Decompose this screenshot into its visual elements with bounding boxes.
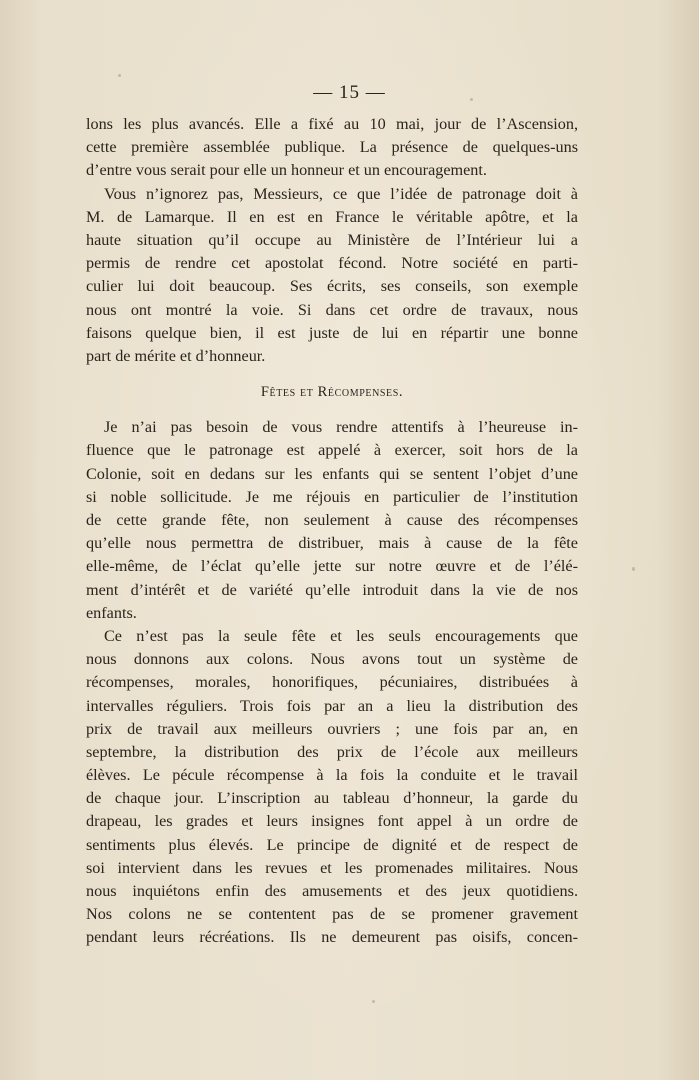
paragraph [86,183,578,369]
text-line: qu’elle nous permettra de distribuer, mais à cause de la fête [86,534,578,553]
section-heading: Fêtes et Récompenses. [260,384,404,401]
text-line: permis de rendre cet apostolat fécond. Notre société en parti- [86,254,578,273]
text-line: pendant leurs récréations. Ils ne demeurent pas oisifs, concen- [86,928,578,947]
page-number: — 15 — [313,82,386,103]
text-line: septembre, la distribution des prix de l’école aux meilleurs [86,742,578,761]
text-line: elle-même, de l’éclat qu’elle jette sur notre œuvre et de l’élé- [86,557,578,576]
text-line: récompenses, morales, honorifiques, pécuniaires, distribuées à [86,673,578,692]
text-line: sentiments plus élevés. Le principe de dignité et de respect de [86,835,578,854]
text-line: de cette grande fête, non seulement à cause des récompenses [86,511,578,529]
text-line: fluence que le patronage est appelé à exercer, soit hors de la [86,441,578,460]
text-line: élèves. Le pécule récompense à la fois la conduite et le travail [86,766,578,785]
text-line: M. de Lamarque. Il en est en France le véritable apôtre, et la [86,207,578,226]
text-line: Vous n’ignorez pas, Messieurs, ce que l’idée de patronage doit à [104,184,578,203]
paragraph [86,625,578,950]
text-line: Colonie, soit en dedans sur les enfants qui se sentent l’objet d’une [86,464,578,483]
paragraph [86,416,578,625]
text-line: nous donnons aux colons. Nous avons tout un système de [86,650,578,669]
text-line: si noble sollicitude. Je me réjouis en particulier de l’institution [86,487,578,506]
text-line: d’entre vous serait pour elle un honneur et un encouragement. [86,161,487,180]
text-line: Nos colons ne se contentent pas de se promener gravement [86,905,578,924]
paragraph [86,113,578,183]
text-line: ment d’intérêt et de variété qu’elle introduit dans la vie de nos [86,580,578,599]
text-line: faisons quelque bien, il est juste de lui en répartir une bonne [86,323,578,342]
text-line: nous ont montré la voie. Si dans cet ordre de travaux, nous [86,300,578,319]
text-line: Je n’ai pas besoin de vous rendre attentifs à l’heureuse in- [104,418,578,437]
text-line: nous inquiétons enfin des amusements et des jeux quotidiens. [86,882,578,900]
paper-spot [118,74,121,77]
text-line: de chaque jour. L’inscription au tableau d’honneur, la garde du [86,789,578,808]
text-line: Ce n’est pas la seule fête et les seuls encouragements que [104,626,578,645]
text-line: soi intervient dans les revues et les promenades militaires. Nous [86,858,578,877]
text-line: haute situation qu’il occupe au Ministère de l’Intérieur lui a [86,230,578,249]
paper-spot [632,567,635,571]
paper-spot [372,1000,375,1003]
text-line: drapeau, les grades et leurs insignes font appel à un ordre de [86,812,578,831]
text-line: lons les plus avancés. Elle a fixé au 10 mai, jour de l’Ascension, [86,115,578,133]
text-line: cette première assemblée publique. La présence de quelques-uns [86,138,578,157]
text-line: enfants. [86,603,137,622]
text-line: intervalles réguliers. Trois fois par an a lieu la distribution des [86,696,578,715]
text-line: part de mérite et d’honneur. [86,346,266,365]
text-line: prix de travail aux meilleurs ouvriers ; une fois par an, en [86,719,578,738]
page-body [86,113,578,950]
text-line: culier lui doit beaucoup. Ses écrits, ses conseils, son exemple [86,277,578,296]
